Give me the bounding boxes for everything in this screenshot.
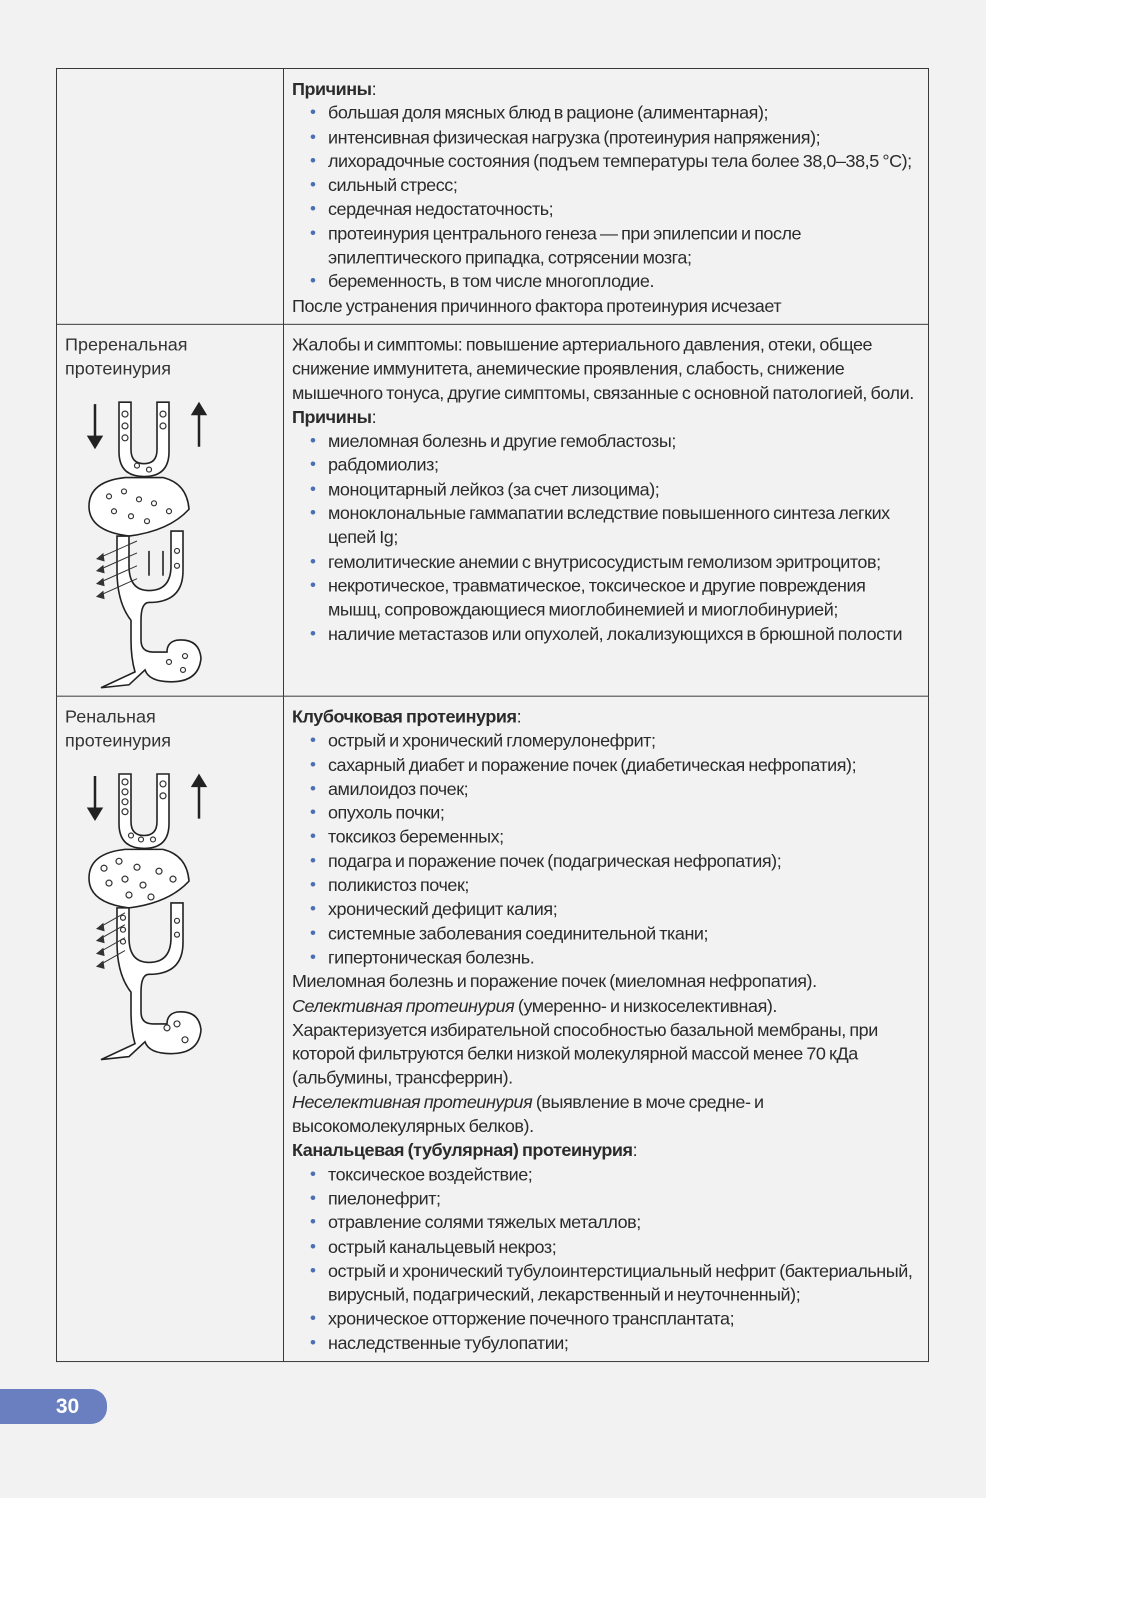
list-item: • гипертоническая болезнь. (310, 946, 918, 970)
list-item: • сильный стресс; (310, 173, 918, 197)
row3-label: Ренальная протеинурия (65, 706, 172, 751)
row3-glomerular-list (292, 729, 918, 970)
list-item: • гемолитические анемии с внутрисосудистым гемолизом эритроцитов; (310, 550, 918, 574)
row2-complaints: Жалобы и симптомы: повышение артериального давления, отеки, общее снижение иммунитета, анемические проявления, слабость, снижение мышечного тонуса, другие симптомы, связанные с основной патологией, боли. (292, 334, 914, 403)
table-row-physiological (57, 68, 929, 324)
table-row-prerenal (57, 324, 929, 696)
list-item: • некротическое, травматическое, токсическое и другие повреждения мышц, сопровождающиеся миоглобинемией и миоглобинурией; (310, 574, 918, 622)
list-item: • отравление солями тяжелых металлов; (310, 1211, 918, 1235)
page-number-badge (0, 1389, 107, 1424)
renal-nephron-illustration (79, 764, 229, 1061)
list-item: • амилоидоз почек; (310, 777, 918, 801)
row3-glomerular-heading-line: Клубочковая протеинурия: (292, 706, 522, 727)
list-item: • моноцитарный лейкоз (за счет лизоцима); (310, 477, 918, 501)
list-item: • хронический дефицит калия; (310, 897, 918, 921)
list-item: • лихорадочные состояния (подъем температуры тела более 38,0–38,5 °С); (310, 149, 918, 173)
row2-causes-list (292, 429, 918, 646)
list-item: • токсикоз беременных; (310, 825, 918, 849)
prerenal-nephron-illustration (79, 392, 229, 689)
row2-content-cell (284, 324, 929, 696)
row3-selective-line (292, 994, 918, 1018)
list-item: • острый канальцевый некроз; (310, 1235, 918, 1259)
list-item: • токсическое воздействие; (310, 1162, 918, 1186)
list-item: • пиелонефрит; (310, 1186, 918, 1210)
row1-content-cell (284, 68, 929, 324)
list-item: • наследственные тубулопатии; (310, 1331, 918, 1355)
list-item: • острый и хронический тубулоинтерстициальный нефрит (бактериальный, вирусный, подагрический, лекарственный и неуточненный); (310, 1259, 918, 1307)
list-item: • миеломная болезнь и другие гемобластозы; (310, 429, 918, 453)
list-item: • сердечная недостаточность; (310, 197, 918, 221)
row3-selective-rest: (умеренно- и низкоселективная). (514, 995, 777, 1016)
list-item: • наличие метастазов или опухолей, локализующихся в брюшной полости (310, 622, 918, 646)
list-item: • рабдомиолиз; (310, 453, 918, 477)
list-item: • поликистоз почек; (310, 873, 918, 897)
row1-causes-list (292, 101, 918, 294)
page-number: 30 (55, 1394, 80, 1418)
row1-causes-heading: Причины (292, 78, 372, 99)
list-item: • хроническое отторжение почечного трансплантата; (310, 1307, 918, 1331)
list-item: • подагра и поражение почек (подагрическая нефропатия); (310, 849, 918, 873)
row3-myeloma: Миеломная болезнь и поражение почек (миеломная нефропатия). (292, 971, 817, 992)
list-item: • беременность, в том числе многоплодие. (310, 270, 918, 294)
list-item: • острый и хронический гломерулонефрит; (310, 729, 918, 753)
row3-nonselective-term: Неселективная протеинурия (292, 1092, 533, 1112)
list-item: • интенсивная физическая нагрузка (протеинурия напряжения); (310, 125, 918, 149)
list-item: • сахарный диабет и поражение почек (диабетическая нефропатия); (310, 753, 918, 777)
row3-label-cell (57, 696, 284, 1361)
row3-selective-desc: Характеризуется избирательной способностью базальной мембраны, при которой фильтруются белки низкой молекулярной массой менее 70 кДа (альбумины, трансферрин). (292, 1019, 878, 1088)
list-item: • системные заболевания соединительной ткани; (310, 921, 918, 945)
row3-selective-term: Селективная протеинурия (292, 995, 515, 1016)
row1-label-cell (57, 68, 284, 324)
list-item: • большая доля мясных блюд в рационе (алиментарная); (310, 101, 918, 125)
list-item: • опухоль почки; (310, 801, 918, 825)
row3-tubular-list (292, 1162, 918, 1355)
row3-content-cell (284, 696, 929, 1361)
row3-tubular-heading-line: Канальцевая (тубулярная) протеинурия: (292, 1140, 638, 1161)
list-item: • моноклональные гаммапатии вследствие повышенного синтеза легких цепей Ig; (310, 501, 918, 549)
row3-nonselective-line (292, 1090, 918, 1138)
row2-label: Преренальная протеинурия (65, 334, 188, 379)
row2-causes-heading-line: Причины: (292, 406, 377, 427)
row1-footer: После устранения причинного фактора протеинурия исчезает (292, 295, 782, 316)
row3-nonselective-rest: (выявление в моче средне- и высокомолекулярных белков). (292, 1092, 764, 1136)
table-row-renal (57, 696, 929, 1361)
proteinuria-table (56, 68, 929, 1362)
row1-causes-heading-line: Причины: (292, 78, 377, 99)
row2-label-cell (57, 324, 284, 696)
list-item: • протеинурия центрального генеза — при эпилепсии и после эпилептического припадка, сотрясении мозга; (310, 221, 918, 269)
row2-causes-heading: Причины (292, 406, 372, 427)
row3-tubular-heading: Канальцевая (тубулярная) протеинурия (292, 1140, 633, 1161)
row3-glomerular-heading: Клубочковая протеинурия (292, 706, 517, 727)
